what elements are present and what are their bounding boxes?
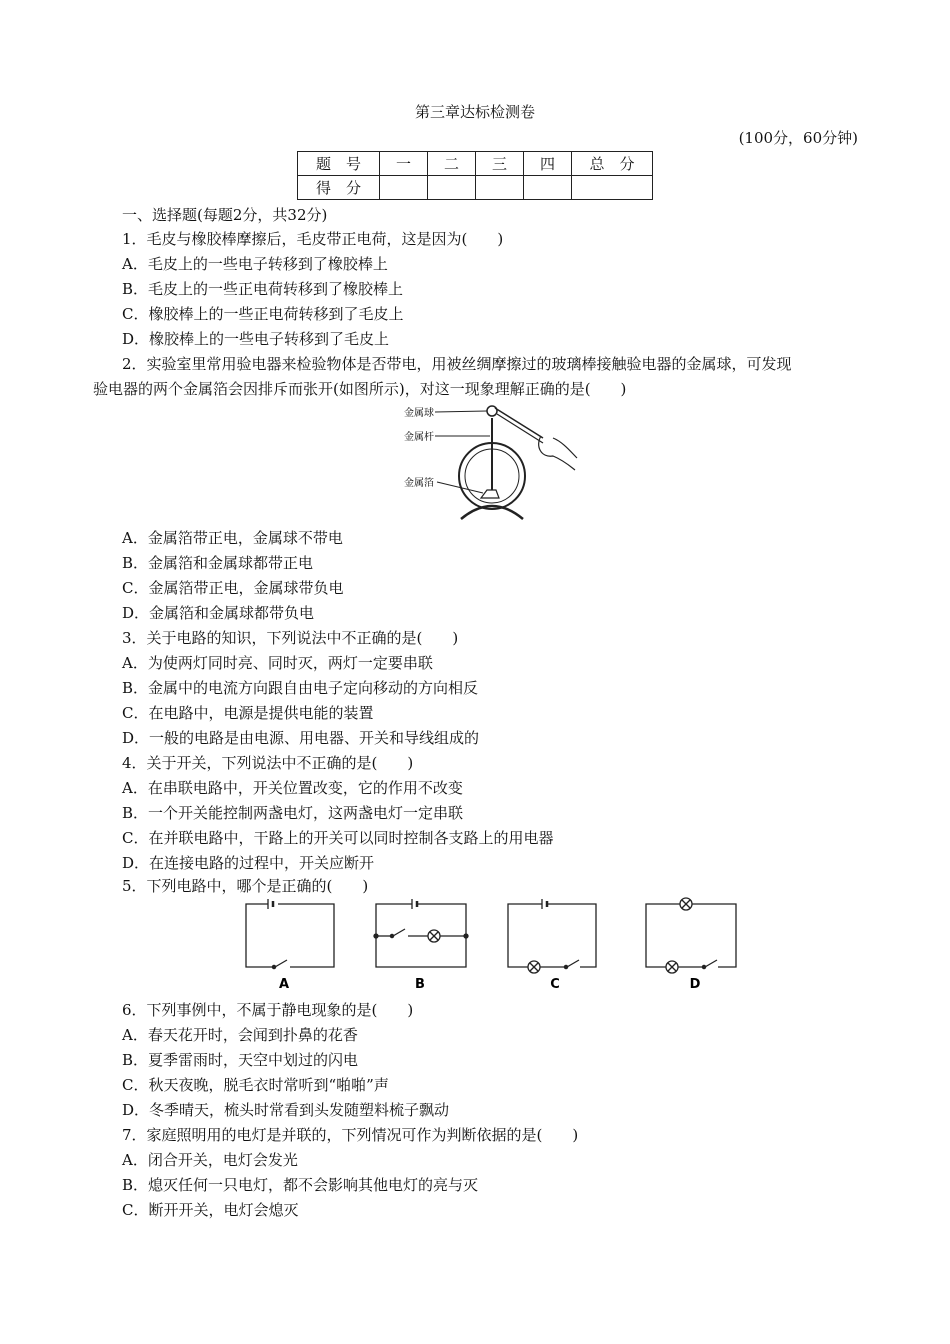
question-3-option-d: D．一般的电路是由电源、用电器、开关和导线组成的 <box>122 729 480 747</box>
switch-icon <box>275 960 287 967</box>
question-6-option-d: D．冬季晴天，梳头时常看到头发随塑料梳子飘动 <box>122 1101 450 1119</box>
hand-icon <box>539 436 577 470</box>
question-4-option-a: A．在串联电路中，开关位置改变，它的作用不改变 <box>122 779 463 797</box>
label-metal-foil: 金属箔 <box>404 478 434 489</box>
circuit-label-a: A <box>278 977 290 992</box>
question-4-option-b: B．一个开关能控制两盏电灯，这两盏电灯一定串联 <box>122 804 464 822</box>
question-6-option-c: C．秋天夜晚，脱毛衣时常听到“啪啪”声 <box>122 1076 389 1094</box>
question-6-option-a: A．春天花开时，会闻到扑鼻的花香 <box>122 1026 358 1044</box>
circuit-b <box>374 899 468 967</box>
question-5-stem: 5．下列电路中，哪个是正确的( ) <box>122 877 369 895</box>
question-6-option-b: B．夏季雷雨时，天空中划过的闪电 <box>122 1051 359 1069</box>
question-3-stem: 3．关于电路的知识，下列说法中不正确的是( ) <box>122 629 459 647</box>
question-4-option-c: C．在并联电路中，干路上的开关可以同时控制各支路上的用电器 <box>122 829 554 847</box>
score-cell <box>428 176 476 200</box>
score-cell: 得 分 <box>298 176 380 200</box>
question-6-stem: 6．下列事例中，不属于静电现象的是( ) <box>122 1001 414 1019</box>
question-1-option-c: C．橡胶棒上的一些正电荷转移到了毛皮上 <box>122 305 404 323</box>
score-cell: 一 <box>380 152 428 176</box>
score-table-value-row <box>298 176 653 200</box>
electroscope-stand <box>461 506 523 519</box>
question-7-option-c: C．断开开关，电灯会熄灭 <box>122 1201 299 1219</box>
question-1-option-a: A．毛皮上的一些电子转移到了橡胶棒上 <box>122 255 388 273</box>
score-table-header-row <box>298 152 653 176</box>
question-4-option-d: D．在连接电路的过程中，开关应断开 <box>122 854 375 872</box>
question-1-option-b: B．毛皮上的一些正电荷转移到了橡胶棒上 <box>122 280 404 298</box>
score-cell: 总 分 <box>572 152 653 176</box>
switch-icon <box>705 960 717 967</box>
score-cell: 题 号 <box>298 152 380 176</box>
question-3-option-a: A．为使两灯同时亮、同时灭，两灯一定要串联 <box>122 654 433 672</box>
score-cell: 二 <box>428 152 476 176</box>
question-2-option-a: A．金属箔带正电，金属球不带电 <box>122 529 343 547</box>
label-metal-ball: 金属球 <box>404 408 434 419</box>
circuit-label-d: D <box>689 977 701 992</box>
score-cell: 四 <box>524 152 572 176</box>
section-heading: 一、选择题(每题2分，共32分) <box>122 206 328 224</box>
question-2-option-c: C．金属箔带正电，金属球带负电 <box>122 579 344 597</box>
score-cell: 三 <box>476 152 524 176</box>
circuit-diagrams <box>240 893 750 993</box>
question-1-stem: 1．毛皮与橡胶棒摩擦后，毛皮带正电荷，这是因为( ) <box>122 230 504 248</box>
question-1-option-d: D．橡胶棒上的一些电子转移到了毛皮上 <box>122 330 390 348</box>
question-7-option-a: A．闭合开关，电灯会发光 <box>122 1151 298 1169</box>
question-7-stem: 7．家庭照明用的电灯是并联的，下列情况可作为判断依据的是( ) <box>122 1126 579 1144</box>
question-7-option-b: B．熄灭任何一只电灯，都不会影响其他电灯的亮与灭 <box>122 1176 479 1194</box>
score-cell <box>572 176 653 200</box>
metal-foil <box>481 490 499 498</box>
question-2-stem-line2: 验电器的两个金属箔会因排斥而张开(如图所示)，对这一现象理解正确的是( ) <box>93 380 627 398</box>
circuit-label-c: C <box>550 977 560 992</box>
page-title: 第三章达标检测卷 <box>414 103 535 121</box>
score-cell <box>380 176 428 200</box>
label-metal-rod: 金属杆 <box>404 432 434 443</box>
circuit-label-b: B <box>415 977 425 992</box>
question-3-option-c: C．在电路中，电源是提供电能的装置 <box>122 704 374 722</box>
question-2-stem-line1: 2．实验室里常用验电器来检验物体是否带电，用被丝绸摩擦过的玻璃棒接触验电器的金属球，可发现 <box>122 355 792 373</box>
question-2-option-b: B．金属箔和金属球都带正电 <box>122 554 314 572</box>
circuit-a <box>246 899 334 969</box>
exam-meta: (100分，60分钟) <box>738 129 858 147</box>
circuit-c <box>508 899 596 973</box>
electroscope-figure <box>395 398 595 522</box>
score-table <box>297 151 653 200</box>
switch-icon <box>567 960 579 967</box>
question-2-option-d: D．金属箔和金属球都带负电 <box>122 604 315 622</box>
question-3-option-b: B．金属中的电流方向跟自由电子定向移动的方向相反 <box>122 679 479 697</box>
score-cell <box>524 176 572 200</box>
switch-icon <box>393 929 405 936</box>
circuit-d <box>646 898 736 973</box>
score-cell <box>476 176 524 200</box>
question-4-stem: 4．关于开关，下列说法中不正确的是( ) <box>122 754 414 772</box>
glass-rod <box>495 408 543 438</box>
